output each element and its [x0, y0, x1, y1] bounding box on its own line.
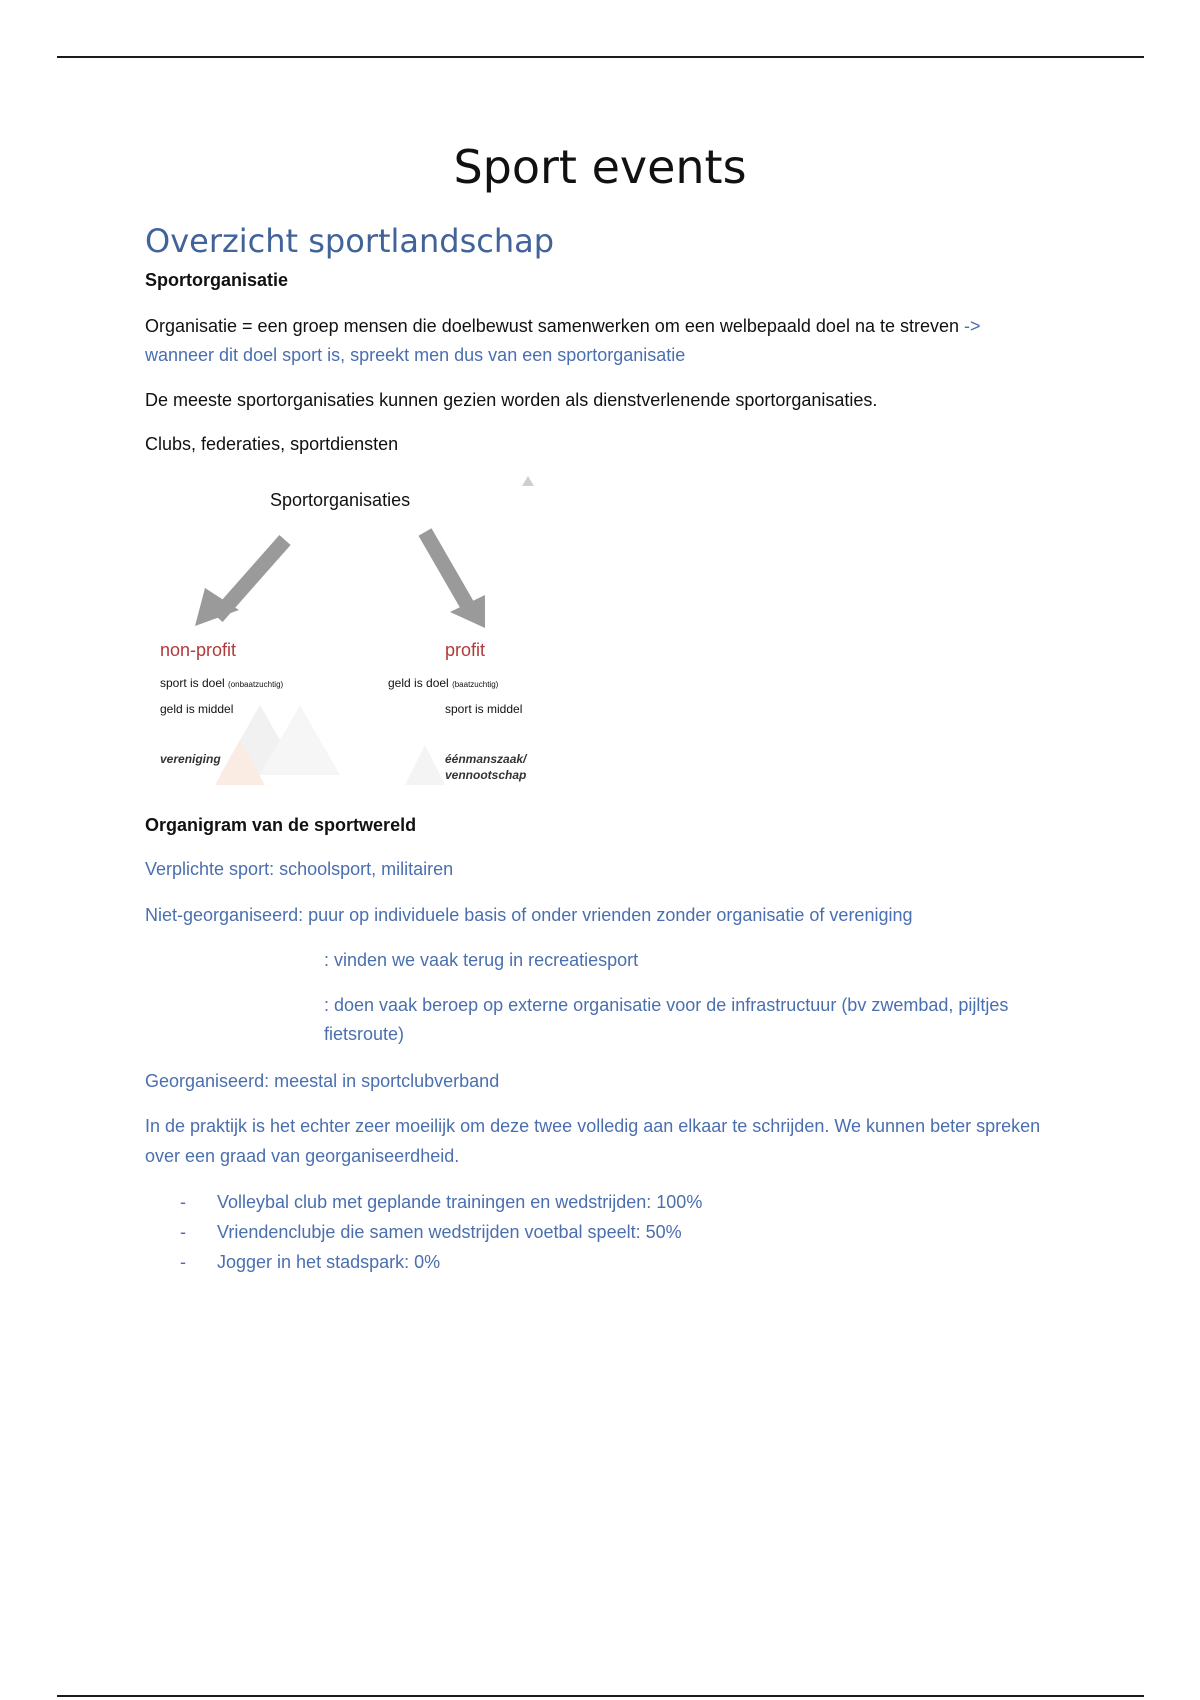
paragraph-niet-georganiseerd: Niet-georganiseerd: puur op individuele basis of onder vrienden zonder organisatie of vereniging [145, 905, 913, 925]
list-item-text: Vriendenclubje die samen wedstrijden voetbal speelt: 50% [217, 1222, 682, 1242]
diagram-nonprofit-line1-text: sport is doel [160, 676, 225, 690]
diagram-nonprofit-line2: geld is middel [160, 702, 234, 716]
diagram-profit-line1 [388, 676, 498, 690]
bottom-rule [57, 1695, 1144, 1697]
diagram-nonprofit-line1 [160, 676, 283, 690]
paragraph-dienstverlenend: De meeste sportorganisaties kunnen gezien worden als dienstverlenende sportorganisaties. [145, 390, 878, 410]
small-triangle-icon [522, 476, 534, 486]
paragraph-organisatie [145, 312, 1045, 370]
paragraph-clubs: Clubs, federaties, sportdiensten [145, 434, 399, 454]
sportorganisaties-diagram [145, 470, 565, 800]
diagram-profit-example-1: éénmanszaak/ [445, 752, 527, 766]
list-item [180, 1247, 702, 1277]
diagram-nonprofit-example: vereniging [160, 752, 221, 766]
diagram-profit-line1-text: geld is doel [388, 676, 449, 690]
subheading-organigram: Organigram van de sportwereld [145, 815, 417, 835]
list-item-text: Jogger in het stadspark: 0% [217, 1252, 441, 1272]
arrow-left-icon [195, 540, 285, 626]
section-heading: Overzicht sportlandschap [145, 222, 555, 260]
arrow-right-icon [425, 532, 485, 628]
document-title: Sport events [453, 140, 747, 194]
subheading-sportorganisatie: Sportorganisatie [145, 270, 289, 290]
paragraph-niet-sub-1: : vinden we vaak terug in recreatiesport [324, 950, 639, 970]
diagram-profit-line2: sport is middel [445, 702, 523, 716]
diagram-root-label: Sportorganisaties [270, 490, 411, 510]
organised-degree-list [180, 1187, 702, 1277]
bullet-dash: - [180, 1252, 186, 1272]
diagram-graphic [145, 470, 565, 800]
paragraph-niet-sub-2: : doen vaak beroep op externe organisatie voor de infrastructuur (bv zwembad, pijltjes fietsroute) [324, 995, 1009, 1044]
diagram-nonprofit-title: non-profit [160, 640, 237, 660]
paragraph-organisatie-note: -> wanneer dit doel sport is, spreekt men dus van een sportorganisatie [145, 316, 981, 365]
paragraph-praktijk: In de praktijk is het echter zeer moeilijk om deze twee volledig aan elkaar te schrijden. We kunnen beter spreken over een graad van georganiseerdheid. [145, 1116, 1041, 1166]
diagram-profit-title: profit [445, 640, 486, 660]
list-item [180, 1187, 702, 1217]
diagram-profit-line1-note: (baatzuchtig) [452, 680, 499, 689]
list-item [180, 1217, 702, 1247]
bullet-dash: - [180, 1192, 186, 1212]
list-item-text: Volleybal club met geplande trainingen en wedstrijden: 100% [217, 1192, 703, 1212]
diagram-nonprofit-line1-note: (onbaatzuchtig) [228, 680, 284, 689]
top-rule [57, 56, 1144, 58]
paragraph-georganiseerd: Georganiseerd: meestal in sportclubverband [145, 1071, 500, 1091]
decorative-triangles [215, 705, 445, 785]
paragraph-verplichte: Verplichte sport: schoolsport, militairen [145, 859, 454, 879]
paragraph-organisatie-text: Organisatie = een groep mensen die doelbewust samenwerken om een welbepaald doel na te streven [145, 316, 960, 336]
diagram-profit-example-2: vennootschap [445, 768, 527, 782]
bullet-dash: - [180, 1222, 186, 1242]
